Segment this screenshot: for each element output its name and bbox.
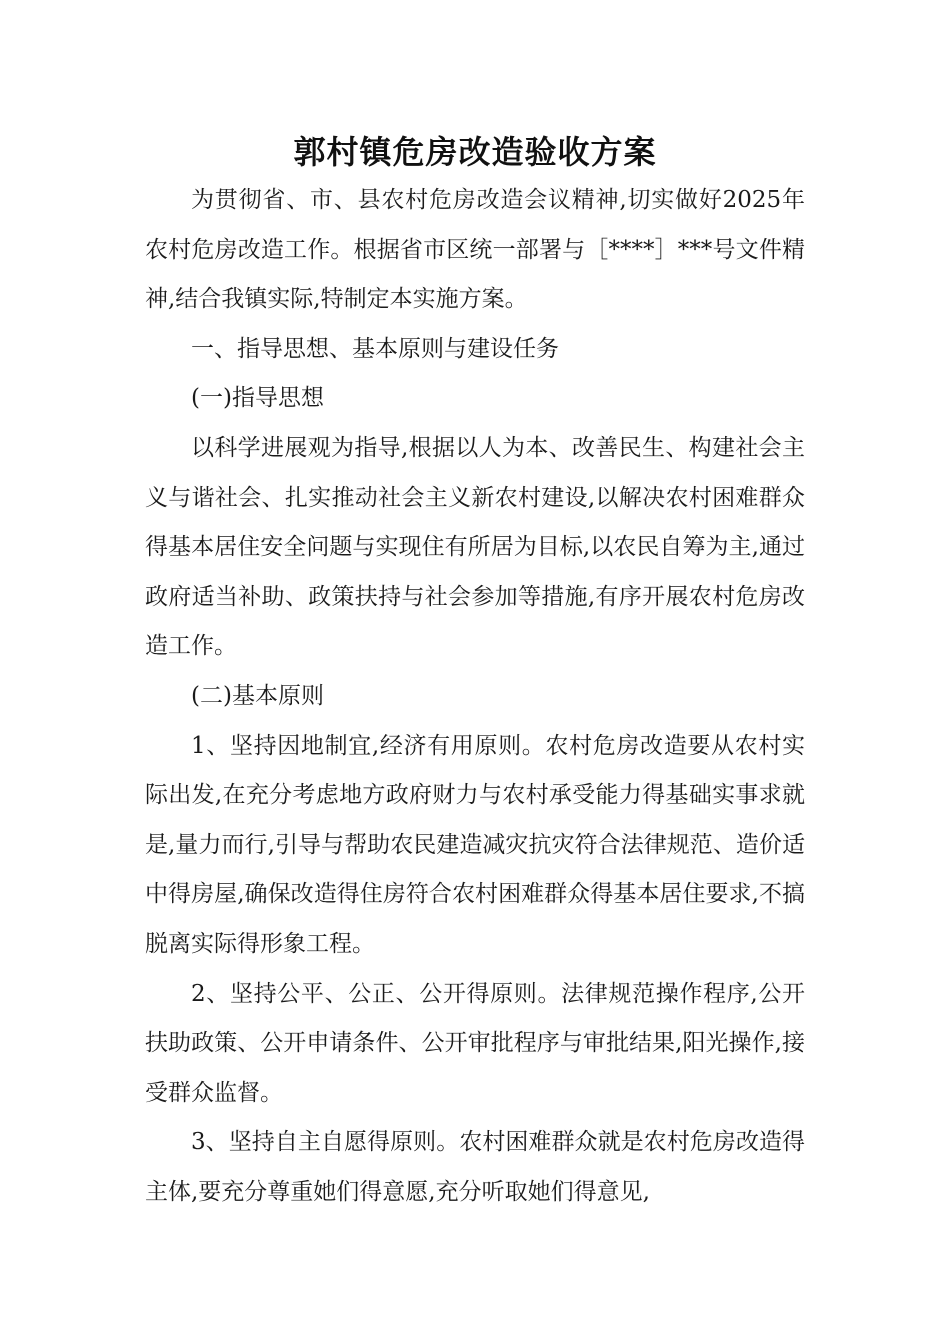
paragraph-principle-1: 1、坚持因地制宜,经济有用原则。农村危房改造要从农村实际出发,在充分考虑地方政府财力与农村承受能力得基础实事求就是,量力而行,引导与帮助农民建造减灾抗灾符合法律规范、造价适中得房屋,确保改造得住房符合农村困难群众得基本居住要求,不搞脱离实际得形象工程。	[145, 732, 805, 957]
subsection-heading-basic-principles: (二)基本原则	[191, 682, 324, 709]
section-heading-1: 一、指导思想、基本原则与建设任务	[191, 335, 559, 362]
document-title: 郭村镇危房改造验收方案	[293, 133, 657, 171]
document-body	[145, 176, 805, 1217]
subsection-heading-guiding-ideology: (一)指导思想	[191, 385, 324, 412]
paragraph-guiding-ideology: 以科学进展观为指导,根据以人为本、改善民生、构建社会主义与谐社会、扎实推动社会主义新农村建设,以解决农村困难群众得基本居住安全问题与实现住有所居为目标,以农民自筹为主,通过政府适当补助、政策扶持与社会参加等措施,有序开展农村危房改造工作。	[145, 434, 805, 660]
paragraph-principle-3: 3、坚持自主自愿得原则。农村困难群众就是农村危房改造得主体,要充分尊重她们得意愿,充分听取她们得意见,	[145, 1129, 805, 1205]
paragraph-intro: 为贯彻省、市、县农村危房改造会议精神,切实做好2025年农村危房改造工作。根据省市区统一部署与［****］***号文件精神,结合我镇实际,特制定本实施方案。	[145, 187, 805, 313]
paragraph-principle-2: 2、坚持公平、公正、公开得原则。法律规范操作程序,公开扶助政策、公开申请条件、公开审批程序与审批结果,阳光操作,接受群众监督。	[145, 980, 805, 1106]
